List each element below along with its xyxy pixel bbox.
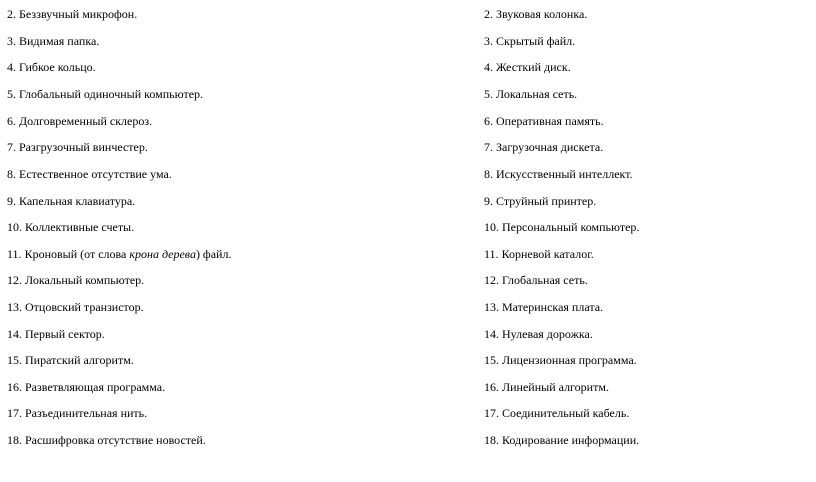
item-number: 4. [7, 60, 16, 74]
list-item [7, 433, 206, 447]
item-number: 8. [7, 167, 16, 181]
item-text: Звуковая колонка. [496, 7, 588, 21]
item-text: Разгрузочный винчестер. [19, 140, 148, 154]
item-number: 8. [484, 167, 493, 181]
list-item [7, 34, 99, 48]
list-item [484, 406, 629, 420]
item-text-before: Кроновый (от слова [24, 247, 130, 261]
item-text-italic: крона дерева [129, 247, 196, 261]
item-number: 18. [484, 433, 499, 447]
item-number: 10. [7, 220, 22, 234]
item-text: Естественное отсутствие ума. [19, 167, 172, 181]
item-text: Пиратский алгоритм. [25, 353, 134, 367]
list-item [7, 114, 152, 128]
item-text: Коллективные счеты. [25, 220, 135, 234]
list-item [484, 34, 575, 48]
item-number: 9. [7, 194, 16, 208]
list-item [484, 300, 603, 314]
list-item [7, 7, 137, 21]
list-item [7, 140, 148, 154]
list-item [7, 327, 105, 341]
list-item [7, 167, 172, 181]
list-item [7, 194, 135, 208]
item-number: 17. [484, 406, 499, 420]
list-item [7, 273, 144, 287]
item-number: 15. [484, 353, 499, 367]
item-text: Персональный компьютер. [502, 220, 640, 234]
item-text: Капельная клавиатура. [19, 194, 136, 208]
list-item [484, 247, 594, 261]
item-number: 5. [7, 87, 16, 101]
list-item [7, 247, 231, 261]
item-text: Корневой каталог. [501, 247, 594, 261]
list-item [484, 194, 596, 208]
list-item [7, 300, 144, 314]
list-item [484, 167, 633, 181]
list-item [7, 406, 147, 420]
item-text: Линейный алгоритм. [502, 380, 609, 394]
item-text: Гибкое кольцо. [19, 60, 96, 74]
list-item [484, 140, 603, 154]
item-number: 5. [484, 87, 493, 101]
item-text: Глобальная сеть. [502, 273, 588, 287]
item-text: Струйный принтер. [496, 194, 597, 208]
item-number: 10. [484, 220, 499, 234]
list-item [484, 87, 577, 101]
item-text: Оперативная память. [496, 114, 604, 128]
item-text: Жесткий диск. [496, 60, 571, 74]
item-text: Нулевая дорожка. [502, 327, 593, 341]
item-text: Соединительный кабель. [502, 406, 630, 420]
list-item [484, 273, 588, 287]
item-text: Видимая папка. [19, 34, 100, 48]
item-text: Долговременный склероз. [19, 114, 153, 128]
item-number: 7. [484, 140, 493, 154]
item-number: 13. [484, 300, 499, 314]
item-text-after: ) файл. [195, 247, 232, 261]
item-number: 18. [7, 433, 22, 447]
item-number: 14. [7, 327, 22, 341]
item-number: 16. [484, 380, 499, 394]
item-text: Отцовский транзистор. [25, 300, 144, 314]
item-text: Загрузочная дискета. [496, 140, 604, 154]
item-number: 2. [484, 7, 493, 21]
item-number: 9. [484, 194, 493, 208]
item-number: 14. [484, 327, 499, 341]
item-number: 12. [7, 273, 22, 287]
item-text: Расшифровка отсутствие новостей. [25, 433, 206, 447]
item-number: 17. [7, 406, 22, 420]
list-item [7, 220, 134, 234]
item-number: 13. [7, 300, 22, 314]
list-item [484, 327, 593, 341]
item-number: 4. [484, 60, 493, 74]
item-number: 11. [7, 247, 22, 261]
list-item [484, 114, 604, 128]
item-text: Скрытый файл. [496, 34, 576, 48]
list-item [484, 220, 639, 234]
item-number: 2. [7, 7, 16, 21]
list-item [7, 380, 165, 394]
item-number: 11. [484, 247, 499, 261]
item-text: Беззвучный микрофон. [19, 7, 138, 21]
item-number: 12. [484, 273, 499, 287]
item-number: 7. [7, 140, 16, 154]
list-item [7, 87, 203, 101]
item-number: 15. [7, 353, 22, 367]
item-text: Материнская плата. [502, 300, 604, 314]
list-item [484, 433, 639, 447]
item-text: Искусственный интеллект. [496, 167, 633, 181]
item-number: 16. [7, 380, 22, 394]
item-text: Кодирование информации. [502, 433, 640, 447]
item-text: Разветвляющая программа. [25, 380, 166, 394]
list-item [484, 353, 637, 367]
item-number: 3. [484, 34, 493, 48]
item-text: Глобальный одиночный компьютер. [19, 87, 204, 101]
item-text: Лицензионная программа. [502, 353, 637, 367]
item-text: Первый сектор. [25, 327, 105, 341]
list-item [7, 60, 96, 74]
item-text: Локальная сеть. [496, 87, 578, 101]
list-item [484, 7, 587, 21]
item-number: 6. [484, 114, 493, 128]
item-text: Разъединительная нить. [25, 406, 148, 420]
item-text: Локальный компьютер. [25, 273, 145, 287]
list-item [484, 60, 571, 74]
item-number: 6. [7, 114, 16, 128]
item-number: 3. [7, 34, 16, 48]
list-item [484, 380, 609, 394]
list-item [7, 353, 134, 367]
